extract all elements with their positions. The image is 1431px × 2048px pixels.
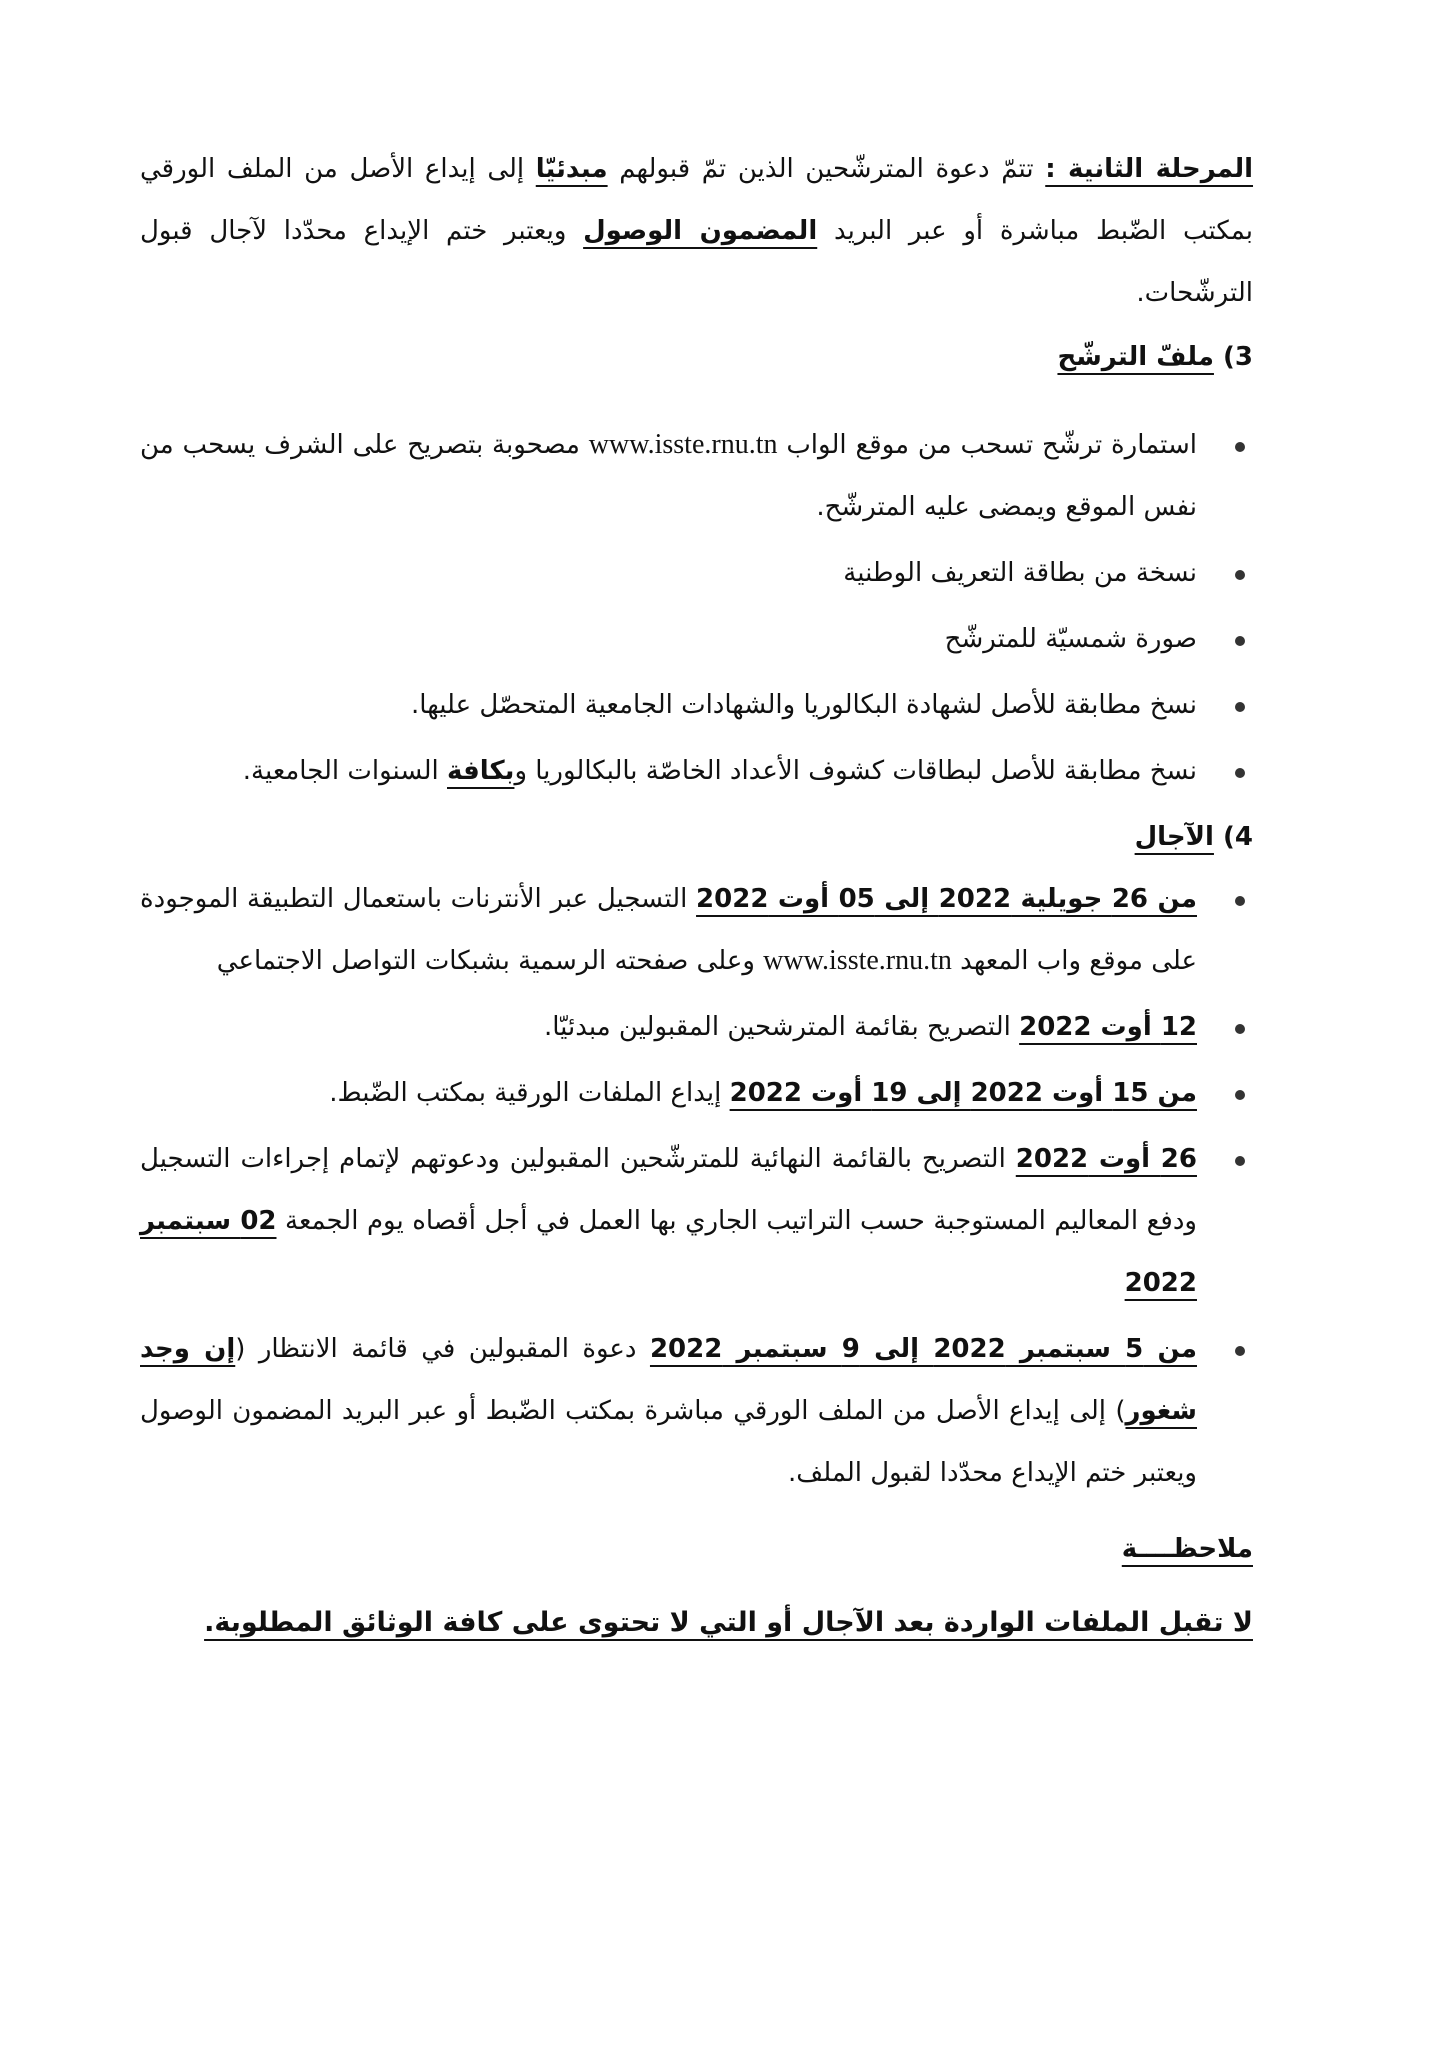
stage2-paragraph — [140, 138, 1253, 324]
bullet-icon — [1235, 1346, 1245, 1356]
item-text: مصحوبة بتصريح على الشرف يسحب من نفس الموقع ويمضى عليه المترشّح. — [140, 430, 1197, 522]
deadlines-list — [140, 868, 1253, 1504]
bullet-icon — [1235, 636, 1245, 646]
note-heading — [140, 1518, 1253, 1580]
list-item — [140, 1318, 1253, 1504]
item-emphasis: إن وجد شغور — [140, 1334, 1197, 1426]
section4-title: الآجال — [1134, 822, 1214, 852]
stage2-emphasis-1: مبدئيّا — [535, 154, 608, 184]
item-text: استمارة ترشّح تسحب من موقع الواب — [777, 430, 1198, 460]
item-emphasis: بكافة — [447, 756, 515, 786]
note-title: ملاحظــــة — [1121, 1534, 1253, 1564]
item-text: إيداع الملفات الورقية بمكتب الضّبط. — [329, 1078, 730, 1108]
list-item — [140, 608, 1253, 670]
stage2-text-3: ويعتبر ختم الإيداع محدّدا لآجال قبول الترشّحات. — [140, 216, 1253, 308]
website-url: www.isste.rnu.tn — [763, 945, 952, 976]
deadline-date: 12 أوت 2022 — [1019, 1012, 1197, 1042]
section4-number: 4) — [1223, 822, 1253, 852]
bullet-icon — [1235, 1090, 1245, 1100]
section3-number: 3) — [1223, 342, 1253, 372]
section3-heading — [140, 326, 1253, 388]
deadline-date: 26 أوت 2022 — [1015, 1144, 1197, 1174]
deadline-date: 02 سبتمبر 2022 — [140, 1206, 1197, 1298]
list-item — [140, 674, 1253, 736]
list-item — [140, 1128, 1253, 1314]
item-text: التصريح بقائمة المترشحين المقبولين مبدئيّا. — [543, 1012, 1020, 1042]
item-text: التسجيل عبر الأنترنات باستعمال التطبيقة الموجودة على موقع واب المعهد — [140, 884, 1197, 976]
item-text: ) إلى إيداع الأصل من الملف الورقي مباشرة بمكتب الضّبط أو عبر البريد المضمون الوصول ويعتبر ختم الإيداع محدّدا لقبول الملف. — [140, 1396, 1197, 1488]
note-text: لا تقبل الملفات الواردة بعد الآجال أو التي لا تحتوى على كافة الوثائق المطلوبة. — [204, 1607, 1253, 1638]
note-paragraph — [140, 1592, 1253, 1654]
item-text: نسخة من بطاقة التعريف الوطنية — [843, 558, 1197, 588]
section4-heading — [140, 806, 1253, 868]
item-text: وعلى صفحته الرسمية بشبكات التواصل الاجتماعي — [216, 946, 764, 976]
bullet-icon — [1235, 1024, 1245, 1034]
list-item — [140, 1062, 1253, 1124]
list-item — [140, 868, 1253, 992]
item-text: نسخ مطابقة للأصل لشهادة البكالوريا والشهادات الجامعية المتحصّل عليها. — [411, 690, 1197, 720]
deadline-date: من 15 أوت 2022 إلى 19 أوت 2022 — [729, 1078, 1197, 1108]
section3-title: ملفّ الترشّح — [1057, 342, 1214, 372]
list-item — [140, 740, 1253, 802]
list-item — [140, 414, 1253, 538]
deadline-date: من 26 جويلية 2022 إلى 05 أوت 2022 — [696, 884, 1197, 914]
list-item — [140, 996, 1253, 1058]
stage2-label: المرحلة الثانية : — [1045, 154, 1254, 184]
item-text: دعوة المقبولين في قائمة الانتظار ( — [235, 1334, 650, 1364]
stage2-emphasis-2: المضمون الوصول — [583, 216, 818, 246]
bullet-icon — [1235, 442, 1245, 452]
stage2-text-1: تتمّ دعوة المترشّحين الذين تمّ قبولهم — [607, 154, 1046, 184]
documents-list — [140, 414, 1253, 802]
bullet-icon — [1235, 768, 1245, 778]
item-text: التصريح بالقائمة النهائية للمترشّحين المقبولين ودعوتهم لإتمام إجراءات التسجيل ودفع المعاليم المستوجبة حسب التراتيب الجاري بها العمل في أجل أقصاه يوم الجمعة — [140, 1144, 1197, 1236]
item-text: صورة شمسيّة للمترشّح — [944, 624, 1197, 654]
deadline-date: من 5 سبتمبر 2022 إلى 9 سبتمبر 2022 — [649, 1334, 1197, 1364]
bullet-icon — [1235, 570, 1245, 580]
stage2-text-2: إلى إيداع الأصل من الملف الورقي بمكتب الضّبط مباشرة أو عبر البريد — [140, 154, 1253, 246]
website-url: www.isste.rnu.tn — [588, 429, 778, 460]
item-text: السنوات الجامعية. — [242, 756, 447, 786]
list-item — [140, 542, 1253, 604]
item-text: نسخ مطابقة للأصل لبطاقات كشوف الأعداد الخاصّة بالبكالوريا و — [514, 756, 1197, 786]
bullet-icon — [1235, 896, 1245, 906]
bullet-icon — [1235, 1156, 1245, 1166]
bullet-icon — [1235, 702, 1245, 712]
